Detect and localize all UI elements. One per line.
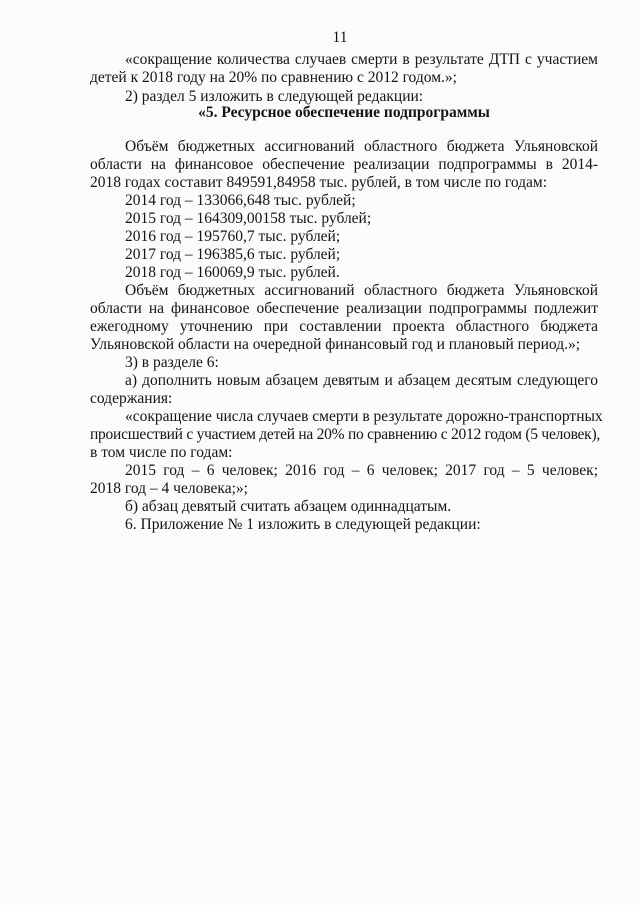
page-number: 11: [332, 29, 348, 46]
list-item: 2018 год – 160069,9 тыс. рублей.: [125, 264, 340, 281]
paragraph-line: а) дополнить новым абзацем девятым и абзацем десятым следующего: [125, 372, 598, 389]
paragraph-line: ежегодному уточнению при составлении проекта областного бюджета: [90, 318, 598, 335]
paragraph-line: «сокращение количества случаев смерти в результате ДТП с участием: [125, 51, 598, 68]
paragraph-line: области на финансовое обеспечение реализации подпрограммы в 2014-: [90, 156, 598, 173]
section-heading: «5. Ресурсное обеспечение подпрограммы: [198, 104, 490, 121]
paragraph-line: 2018 год – 4 человека;»;: [90, 480, 248, 497]
paragraph-line: 2) раздел 5 изложить в следующей редакции:: [125, 88, 424, 105]
paragraph-line: происшествий с участием детей на 20% по сравнению с 2012 годом (5 человек),: [90, 426, 600, 443]
paragraph-line: Ульяновской области на очередной финансовый год и плановый период.»;: [90, 336, 581, 353]
paragraph-line: 2018 годах составит 849591,84958 тыс. рублей, в том числе по годам:: [90, 174, 548, 191]
paragraph-line: Объём бюджетных ассигнований областного бюджета Ульяновской: [125, 138, 598, 155]
paragraph-line: детей к 2018 году на 20% по сравнению с 2012 годом.»;: [90, 69, 457, 86]
list-item: 2016 год – 195760,7 тыс. рублей;: [125, 228, 341, 245]
paragraph-line: области на финансовое обеспечение реализации подпрограммы подлежит: [90, 300, 598, 317]
paragraph-line: 3) в разделе 6:: [125, 354, 219, 371]
list-item: 2017 год – 196385,6 тыс. рублей;: [125, 246, 341, 263]
paragraph-line: содержания:: [90, 390, 173, 407]
list-item: 2014 год – 133066,648 тыс. рублей;: [125, 192, 356, 209]
paragraph-line: Объём бюджетных ассигнований областного бюджета Ульяновской: [125, 282, 598, 299]
paragraph-line: «сокращение числа случаев смерти в результате дорожно-транспортных: [125, 408, 603, 425]
paragraph-line: 2015 год – 6 человек; 2016 год – 6 человек; 2017 год – 5 человек;: [125, 462, 598, 479]
paragraph-line: в том числе по годам:: [90, 444, 233, 461]
paragraph-line: б) абзац девятый считать абзацем одиннадцатым.: [125, 498, 452, 515]
paragraph-line: 6. Приложение № 1 изложить в следующей редакции:: [125, 516, 481, 533]
list-item: 2015 год – 164309,00158 тыс. рублей;: [125, 210, 372, 227]
